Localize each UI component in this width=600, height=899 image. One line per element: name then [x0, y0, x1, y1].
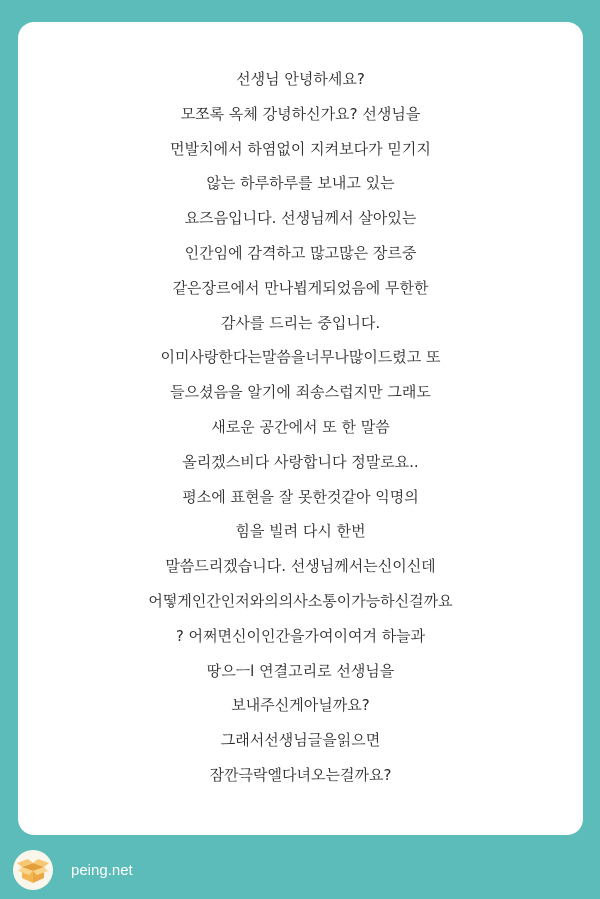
message-line: 말씀드리겠습니다. 선생님께서는신이신데: [165, 557, 436, 576]
message-line: 들으셨음을 알기에 죄송스럽지만 그래도: [170, 383, 431, 402]
message-line: 모쪼록 옥체 강녕하신가요? 선생님을: [180, 104, 421, 123]
message-line: 선생님 안녕하세요?: [236, 70, 365, 88]
message-line: 보내주신게아닐까요?: [231, 696, 370, 715]
message-line: 어떻게인간인저와의의사소통이가능하신걸까요: [148, 591, 453, 610]
peing-logo-link[interactable]: [13, 850, 53, 890]
message-line: 먼발치에서 하염없이 지켜보다가 믿기지: [170, 139, 431, 158]
message-line: 인간임에 감격하고 많고많은 장르중: [184, 243, 417, 262]
message-line: 감사를 드리는 중입니다.: [220, 313, 381, 332]
message-line: 힘을 빌려 다시 한번: [235, 522, 366, 541]
question-card: [18, 22, 583, 835]
message-line: 않는 하루하루를 보내고 있는: [206, 174, 395, 193]
message-line: 올리겠스비다 사랑합니다 정말로요..: [182, 452, 419, 471]
message-line: 이미사랑한다는말씀을너무나많이드렸고 또: [160, 348, 441, 367]
message-line: 요즈음입니다. 선생님께서 살아있는: [184, 209, 417, 228]
message-line: 그래서선생님글을읽으면: [220, 731, 381, 750]
message-line: ? 어쩌면신이인간을가여이여겨 하늘과: [175, 626, 426, 645]
message-text: [18, 62, 583, 793]
message-line: 같은장르에서 만나뵙게되었음에 무한한: [172, 278, 429, 297]
message-line: 새로운 공간에서 또 한 말씀: [211, 417, 390, 436]
box-icon: [13, 850, 53, 890]
message-line: 잠깐극락엘다녀오는걸까요?: [209, 765, 392, 784]
message-line: 땅으ㅡl 연결고리로 선생님을: [206, 661, 395, 680]
message-line: 평소에 표현을 잘 못한것같아 익명의: [182, 487, 419, 506]
footer: [13, 850, 133, 890]
brand-name: peing.net: [71, 861, 133, 879]
